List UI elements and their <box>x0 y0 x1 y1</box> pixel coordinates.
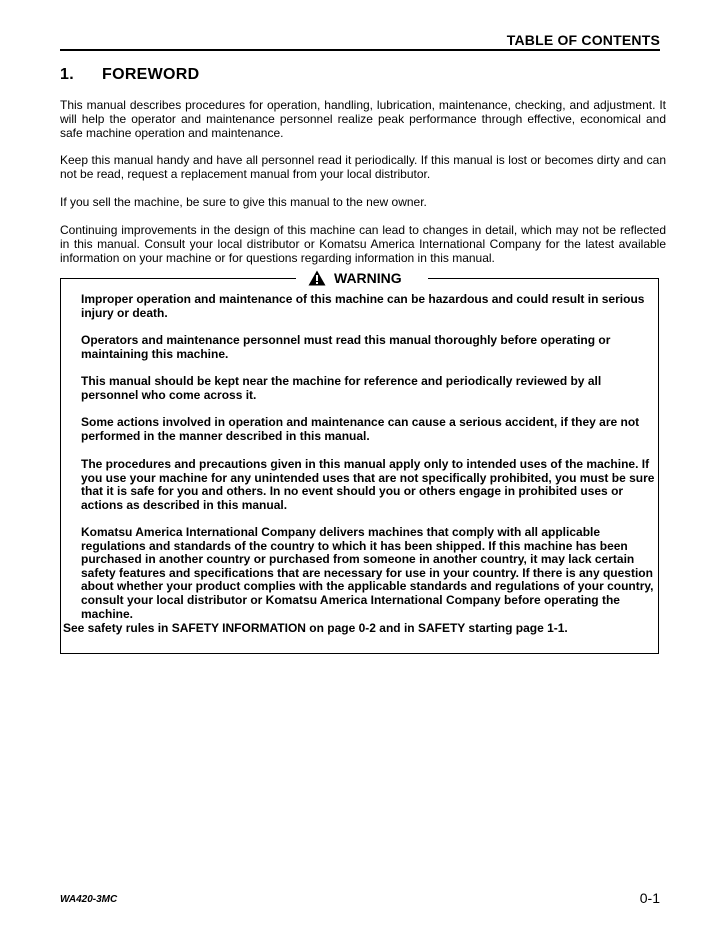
section-number: 1. <box>60 66 74 83</box>
warning-triangle-icon <box>308 270 326 286</box>
section-heading <box>60 66 200 84</box>
header-rule <box>60 49 660 51</box>
footer-page-number: 0-1 <box>639 890 660 906</box>
warning-item: Komatsu America International Company delivers machines that comply with all applicable regulations and standards of the country to which it has been shipped. If this machine has been purchased in another country or purchased from someone in another country, it may lack certain safety features and specifications that are necessary for use in your country. If there is any question about whether your product complies with the applicable standards and regulations of your country, consult your local distributor or Komatsu America International Company before operating the machine. <box>81 525 654 621</box>
paragraph-improvements: Continuing improvements in the design of this machine can lead to changes in detail, which may not be reflected in this manual. Consult your local distributor or Komatsu America International Company for the latest available information on your machine or for questions regarding information in this manual. <box>60 223 666 265</box>
warning-footer-note: See safety rules in SAFETY INFORMATION on page 0-2 and in SAFETY starting page 1-1. <box>63 621 568 635</box>
warning-item: Some actions involved in operation and maintenance can cause a serious accident, if they are not performed in the manner described in this manual. <box>81 415 640 443</box>
footer-model: WA420-3MC <box>60 894 118 905</box>
warning-item: The procedures and precautions given in this manual apply only to intended uses of the machine. If you use your machine for any unintended uses that are not specifically prohibited, you must be sure that it is safe for you and others. In no event should you or others engage in prohibited uses or actions as described in this manual. <box>81 457 655 512</box>
warning-title <box>308 269 402 287</box>
section-title: FOREWORD <box>102 66 200 83</box>
warning-item: Improper operation and maintenance of this machine can be hazardous and could result in serious injury or death. <box>81 292 645 320</box>
paragraph-intro: This manual describes procedures for operation, handling, lubrication, maintenance, checking, and adjustment. It will help the operator and maintenance personnel realize peak performance through effective, economical and safe machine operation and maintenance. <box>60 98 666 140</box>
page-header-title: TABLE OF CONTENTS <box>506 32 660 48</box>
paragraph-sell-machine: If you sell the machine, be sure to give this manual to the new owner. <box>60 195 427 209</box>
warning-item: This manual should be kept near the machine for reference and periodically reviewed by all personnel who come across it. <box>81 374 602 402</box>
paragraph-keep-manual: Keep this manual handy and have all personnel read it periodically. If this manual is lost or becomes dirty and can not be read, request a replacement manual from your local distributor. <box>60 153 666 181</box>
warning-box-top-rule-left <box>60 278 296 279</box>
warning-title-text: WARNING <box>334 270 402 286</box>
warning-item: Operators and maintenance personnel must read this manual thoroughly before operating or maintaining this machine. <box>81 333 611 361</box>
warning-box-top-rule-right <box>428 278 659 279</box>
